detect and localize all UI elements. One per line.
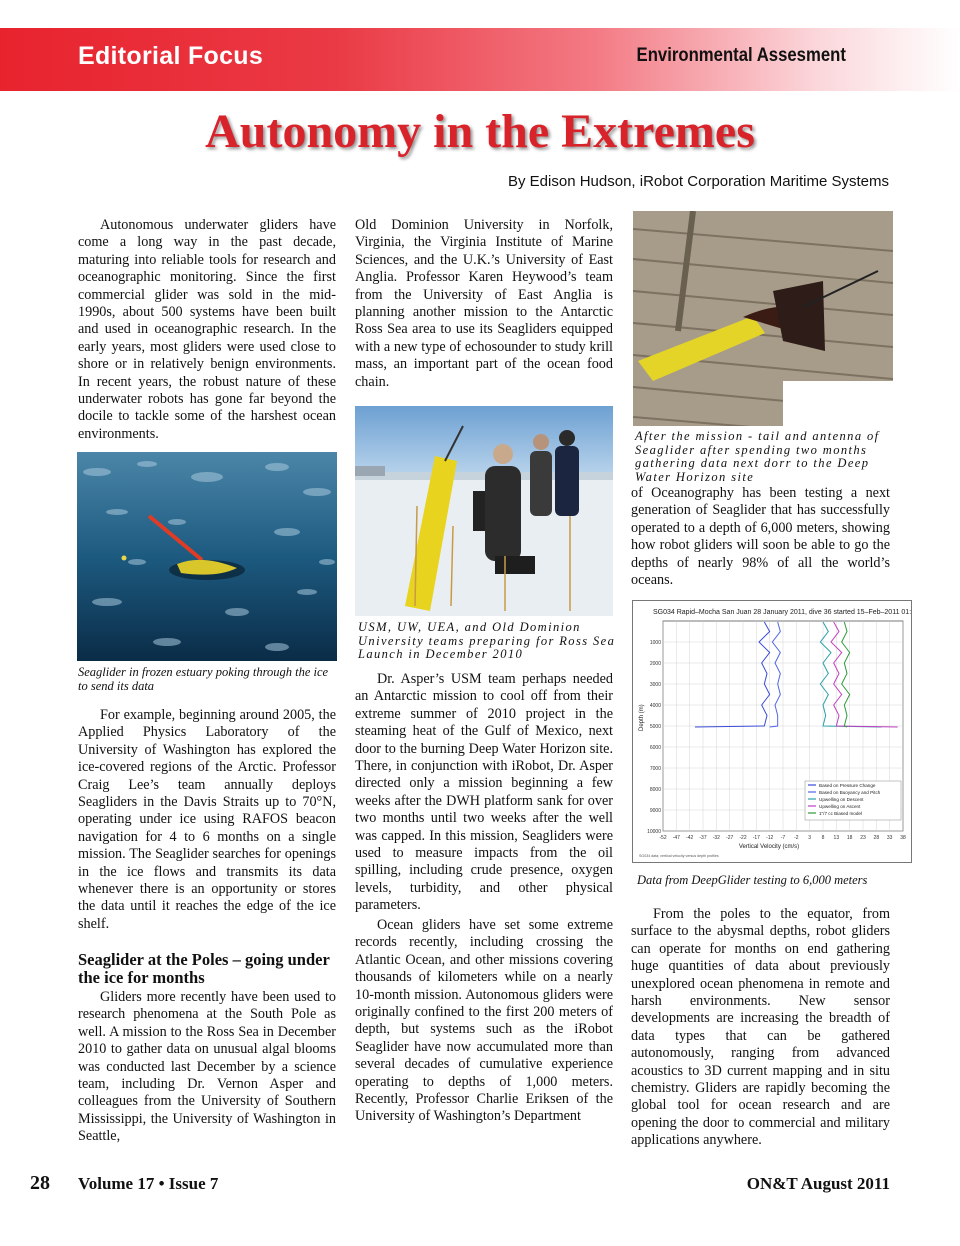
page-number: 28 [30,1172,50,1194]
paragraph: From the poles to the equator, from surface to the abysmal depths, robot gliders can operate for months on end gathering huge quantities of data about previously unexplored ocean phenomena in remote and harsh environments. New sensor developments are increasing the breadth of data types that can be gathered autonomously, ranging from advanced acoustics to 3D current mapping and in situ chemistry. Gliders are rapidly becoming the global tool for ocean research and are opening the door to commercial and military applications anywhere. [631,906,890,1149]
chart-xtick-label: 28 [873,835,880,841]
paragraph: Gliders more recently have been used to research phenomena at the South Pole as well. A mission to the Ross Sea in December 2010 to gather data on unusual algal blooms was conducted last December by a science team, including Dr. Vernon Asper and colleagues from the University of Southern Mississippi, the University of Washington in Seattle, [78,989,336,1145]
chart-xlabel: Vertical Velocity (cm/s) [738,844,800,850]
chart-xtick-label: -52 [659,835,667,841]
chart-ytick-label: 2000 [649,661,661,667]
chart-xtick-label: -32 [712,835,720,841]
chart-xtick-label: -17 [752,835,760,841]
chart-xtick-label: 18 [846,835,853,841]
issue-info: Volume 17 • Issue 7 [78,1174,219,1193]
column1-middle [78,707,336,933]
antarctic-team-image [355,406,613,616]
paragraph: Old Dominion University in Norfolk, Virginia, the Virginia Institute of Marine Sciences, and the U.K.’s University of East Anglia. Professor Karen Heywood’s team from the University of East Anglia is planning another mission to the Antarctic Ross Sea area to use its Seagliders equipped with a new type of echosounder to study krill mass, an important part of the ocean food chain. [355,217,613,390]
chart-series-line [842,622,850,727]
chart-xtick-label: -22 [739,835,747,841]
chart-xtick-label: -47 [672,835,680,841]
chart-xtick-label: -2 [794,835,799,841]
chart-xtick-label: -7 [780,835,786,841]
chart-ytick-label: 6000 [649,745,661,751]
chart-xtick-label: 3 [808,835,812,841]
topic-label: Environmental Assesment [636,45,846,66]
chart-ytick-label: 10000 [647,829,661,835]
photo-caption-ice: Seaglider in frozen estuary poking through the ice to send its data [78,665,329,693]
article-byline: By Edison Hudson, iRobot Corporation Maritime Systems [508,173,889,190]
chart-xtick-label: 8 [821,835,825,841]
chart-footnote: SG034 data; vertical velocity versus depth profiles [639,854,719,858]
publication-info: ON&T August 2011 [746,1174,890,1193]
chart-legend-label: Based on Buoyancy and Pitch [819,790,881,795]
deepglider-chart [633,601,911,862]
chart-xtick-label: -12 [766,835,774,841]
paragraph: of Oceanography has been testing a next generation of Seaglider that has successfully operated to a depth of 6,000 meters, showing how robot gliders will soon be able to go the depths of nearly 98% of all the world’s oceans. [631,485,890,589]
chart-title: SG034 Rapid–Mocha San Juan 28 January 2011, dive 36 started 15–Feb–2011 01:26:01 [653,609,911,616]
deepglider-chart-frame [632,600,912,863]
seaglider-ice-image [77,452,337,661]
chart-xtick-label: -37 [699,835,707,841]
chart-xtick-label: -42 [686,835,694,841]
chart-xtick-label: 13 [833,835,840,841]
chart-xtick-label: 38 [900,835,906,841]
photo-antarctic-team [355,406,613,616]
chart-caption: Data from DeepGlider testing to 6,000 meters [637,873,868,887]
photo-seaglider-ice [77,452,337,661]
column1-bottom [78,989,336,1146]
chart-xtick-label: -27 [726,835,734,841]
column2-middle [355,671,613,915]
photo-caption-dock: After the mission - tail and antenna of Seaglider after spending two months gathering data next dorr to the Deep Water Horizon site [635,429,880,484]
section-subhead: Seaglider at the Poles – going under the ice for months [78,950,330,987]
chart-series-line [831,622,898,727]
chart-series-line [820,622,881,727]
chart-ytick-label: 5000 [649,724,661,730]
chart-xtick-label: 33 [886,835,893,841]
chart-ytick-label: 7000 [649,766,661,772]
chart-series-line [695,622,770,727]
column2-bottom [355,917,613,1126]
paragraph: For example, beginning around 2005, the Applied Physics Laboratory of the University of Washington has explored the ice-covered regions of the Arctic. Professor Craig Lee’s team annually deploys Seagliders in the Davis Straits up to 70°N, operating under ice using RAFOS beacon navigation for 4 to 6 months on a single mission. The Seaglider searches for openings in the ice flows and transmits its data whenever there is an opportunity or stores the data until it reaches the edge of the ice shelf. [78,707,336,932]
chart-ylabel: Depth (m) [639,704,645,731]
paragraph: Ocean gliders have set some extreme records recently, including crossing the Atlantic Ocean, and other missions covering thousands of kilometers while on a nearly 10-month mission. Autonomous gliders were originally confined to the first 200 meters of depth, but systems such as the iRobot Seaglider have now accumulated more than several decades of cumulative experience operating to depths of 1,000 meters. Recently, Professor Charlie Eriksen of the University of Washington’s Department [355,917,613,1125]
chart-series-line [770,622,781,727]
column3-bottom [631,906,890,1150]
photo-caption-team: USM, UW, UEA, and Old Dominion University teams preparing for Ross Sea Launch in December 2010 [358,620,616,661]
chart-legend-label: Upwelling on Descent [819,797,864,802]
column1-top [78,217,336,443]
paragraph: Dr. Asper’s USM team perhaps needed an Antarctic mission to cool off from their extreme summer of 2010 project in the steaming heat of the Gulf of Mexico, next door to the burning Deep Water Horizon site. There, in conjunction with iRobot, Dr. Asper directed only a mission beginning a few weeks after the DWH platform sank for over two months until two weeks after the well was capped. In this mission, Seagliders were used to measure impacts from the oil spilling, including crude presence, oxygen levels, turbidity, and other physical parameters. [355,671,613,914]
chart-legend-label: Based on Pressure Change [819,783,876,788]
chart-ytick-label: 3000 [649,682,661,688]
paragraph: Autonomous underwater gliders have come a long way in the past decade, maturing into reliable tools for research and oceanographic monitoring. Since the first commercial glider was sold in the mid-1990s, about 500 systems have been built and used in oceanographic research. In the early years, most gliders were used close to shore or in relatively benign environments. In recent years, the robust nature of these underwater robots has gone far beyond the docile to tackle some of the harshest ocean environments. [78,217,336,442]
dock-glider-image [633,211,893,426]
column2-top [355,217,613,391]
chart-ytick-label: 8000 [649,787,661,793]
chart-xtick-label: 23 [860,835,866,841]
section-banner [0,28,960,91]
photo-dock-glider [633,211,893,426]
chart-ytick-label: 9000 [649,808,661,814]
chart-ytick-label: 1000 [649,640,661,646]
chart-ytick-label: 4000 [649,703,661,709]
article-title: Autonomy in the Extremes [205,105,755,158]
chart-legend-label: Upwelling on Ascent [819,804,861,809]
column3-top [631,485,890,589]
section-label: Editorial Focus [78,42,264,70]
chart-legend-label: 1"/7 cc Biased model [819,811,862,816]
